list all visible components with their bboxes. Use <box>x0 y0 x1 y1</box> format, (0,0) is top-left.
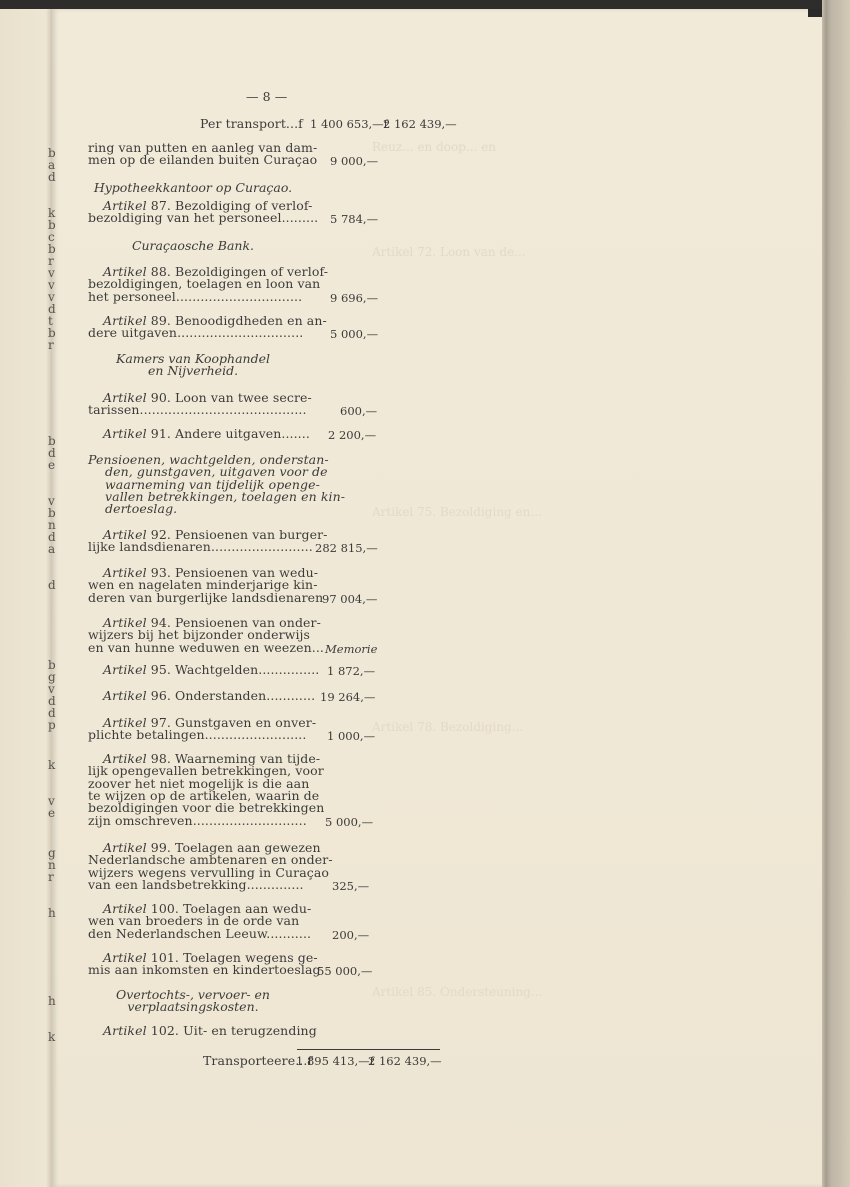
entry-text: bezoldiging van het personeel......... <box>88 210 319 226</box>
bleed-through: Artikel 75. Bezoldiging en... <box>372 505 542 519</box>
section-heading: Curaçaosche Bank. <box>131 238 255 253</box>
entry-line <box>88 540 313 554</box>
margin-letter: d <box>48 530 56 544</box>
entry-amount: 5 000,— <box>330 327 379 342</box>
article-label: Artikel <box>103 715 147 730</box>
article-label: Artikel <box>103 688 147 703</box>
italic-section-line: vallen betrekkingen, toelagen en kin- <box>105 488 346 504</box>
margin-letter: r <box>48 254 54 268</box>
italic-section-line: dertoeslag. <box>105 501 178 517</box>
entry-text: plichte betalingen......................... <box>88 727 307 743</box>
entry-line <box>88 326 303 340</box>
margin-letter: e <box>48 806 56 820</box>
entry-text: 101. Toelagen wegens ge- <box>146 950 318 965</box>
entry-amount: 200,— <box>332 927 370 942</box>
entry-line <box>88 728 306 742</box>
margin-letter: v <box>48 266 55 280</box>
section-heading: Kamers van Koophandel <box>116 351 270 366</box>
entry-text: 88. Bezoldigingen of verlof- <box>146 264 329 279</box>
entry-line <box>88 403 307 417</box>
entry-text: 89. Benoodigdheden en an- <box>146 313 327 328</box>
entry-text: wen van broeders in de orde van <box>88 913 300 929</box>
entry-amount: 97 004,— <box>322 591 378 606</box>
margin-letter: n <box>48 518 56 532</box>
entry-text: 93. Pensioenen van wedu- <box>146 565 319 580</box>
margin-letter: a <box>48 542 56 556</box>
margin-letter: n <box>48 858 56 872</box>
entry-amount: 5 000,— <box>325 814 374 829</box>
entry-amount: 2 200,— <box>328 428 377 442</box>
scanner-top-border <box>0 0 850 9</box>
article-label: Artikel <box>103 950 147 965</box>
entry-line <box>88 878 304 892</box>
transporteere-amount-1: 1 895 413,—f <box>296 1054 374 1068</box>
article-label: Artikel <box>103 751 147 766</box>
dark-corner-tab <box>808 9 822 17</box>
entry-text: 92. Pensioenen van burger- <box>146 527 328 542</box>
entry-line <box>103 689 315 703</box>
entry-text: 98. Waarneming van tijde- <box>146 751 321 766</box>
entry-text: lijke landsdienaren......................... <box>88 539 313 555</box>
margin-letter: b <box>48 658 56 672</box>
margin-letter: d <box>48 302 56 316</box>
section-heading: Hypotheekkantoor op Curaçao. <box>93 180 293 195</box>
margin-letter: h <box>48 906 56 920</box>
entry-text: te wijzen op de artikelen, waarin de <box>88 787 320 803</box>
article-label: Artikel <box>103 901 147 916</box>
margin-letter: d <box>48 694 56 708</box>
entry-amount: 325,— <box>332 878 370 893</box>
article-label: Artikel <box>103 390 147 405</box>
entry-amount: 1 000,— <box>327 729 376 744</box>
transporteere-amount-2: 2 162 439,— <box>368 1054 442 1068</box>
entry-text: tarissen......................................... <box>88 402 307 418</box>
margin-letter: d <box>48 446 56 460</box>
entry-amount: 5 784,— <box>330 212 379 227</box>
margin-letter: d <box>48 706 56 720</box>
entry-text: wijzers bij het bijzonder onderwijs <box>88 627 311 643</box>
section-heading: en Nijverheid. <box>147 363 239 379</box>
bleed-through: Artikel 72. Loon van de... <box>372 245 526 259</box>
section-heading: Overtochts-, vervoer- en <box>116 987 270 1002</box>
margin-letter: d <box>48 170 56 184</box>
entry-amount: 600,— <box>340 404 378 419</box>
margin-letter: t <box>48 314 53 328</box>
entry-text: 96. Onderstanden............ <box>146 688 316 703</box>
margin-letter: p <box>48 718 56 732</box>
entry-text: van een landsbetrekking.............. <box>88 876 304 892</box>
entry-amount: 19 264,— <box>320 690 376 704</box>
entry-line <box>88 591 323 605</box>
margin-letter: v <box>48 290 55 304</box>
entry-amount: 282 815,— <box>315 541 378 556</box>
entry-text: 102. Uit- en terugzending <box>146 1023 317 1038</box>
entry-text: bezoldigingen voor die betrekkingen <box>88 800 325 816</box>
bleed-through: Artikel 78. Bezoldiging... <box>372 720 524 734</box>
entry-text: 95. Wachtgelden............... <box>146 662 320 677</box>
entry-text: men op de eilanden buiten Curaçao <box>88 152 318 168</box>
entry-line <box>88 641 324 655</box>
article-label: Artikel <box>103 426 147 441</box>
entry-text: 91. Andere uitgaven....... <box>146 426 310 441</box>
margin-letter: a <box>48 158 56 172</box>
article-label: Artikel <box>103 313 147 328</box>
margin-letter: b <box>48 434 56 448</box>
entry-amount: Memorie <box>325 641 378 656</box>
margin-letter: k <box>48 1030 56 1044</box>
entry-text: 94. Pensioenen van onder- <box>146 615 321 630</box>
entry-line <box>88 927 311 941</box>
article-label: Artikel <box>103 1023 147 1038</box>
entry-amount: 9 000,— <box>330 154 379 169</box>
article-label: Artikel <box>103 840 147 855</box>
previous-page-edge <box>0 9 52 1187</box>
margin-letter: v <box>48 494 55 508</box>
page-number: — 8 — <box>246 89 288 104</box>
margin-letter: h <box>48 994 56 1008</box>
entry-line <box>88 290 302 304</box>
entry-text: Nederlandsche ambtenaren en onder- <box>88 852 333 868</box>
entry-amount: 9 696,— <box>330 290 379 305</box>
entry-text: den Nederlandschen Leeuw........... <box>88 925 312 941</box>
entry-text: en van hunne weduwen en weezen... <box>88 639 324 655</box>
article-label: Artikel <box>103 662 147 677</box>
entry-text: 97. Gunstgaven en onver- <box>146 715 317 730</box>
margin-letter: b <box>48 218 56 232</box>
entry-text: wen en nagelaten minderjarige kin- <box>88 577 318 593</box>
per-transport-label: Per transport...f <box>200 116 303 131</box>
section-heading: verplaatsingskosten. <box>127 999 259 1015</box>
italic-section-line: Pensioenen, wachtgelden, onderstan- <box>88 452 329 467</box>
per-transport-amount-1: 1 400 653,—f <box>310 117 388 131</box>
entry-text: wijzers wegens vervulling in Curaçao <box>88 864 330 880</box>
margin-letter: e <box>48 458 56 472</box>
article-label: Artikel <box>103 264 147 279</box>
entry-line <box>88 211 318 225</box>
margin-letter: r <box>48 870 54 884</box>
entry-line <box>103 1024 317 1038</box>
entry-text: zijn omschreven............................ <box>88 812 307 828</box>
entry-text: het personeel............................... <box>88 288 303 304</box>
italic-section-line: den, gunstgaven, uitgaven voor de <box>105 464 328 480</box>
margin-letter: k <box>48 206 56 220</box>
entry-line <box>88 963 321 977</box>
page-right-edge <box>822 0 850 1187</box>
bleed-through: Reuz... en doop... en <box>372 140 496 154</box>
entry-line <box>103 427 310 441</box>
entry-line <box>88 153 317 167</box>
entry-text: bezoldigingen, toelagen en loon van <box>88 276 321 292</box>
margin-letter: v <box>48 794 55 808</box>
margin-letter: b <box>48 242 56 256</box>
margin-letter: v <box>48 278 55 292</box>
entry-amount: 1 872,— <box>327 664 376 678</box>
margin-letter: v <box>48 682 55 696</box>
entry-text: lijk opengevallen betrekkingen, voor <box>88 763 324 779</box>
entry-text: 87. Bezoldiging of verlof- <box>146 198 313 213</box>
margin-letter: g <box>48 670 56 684</box>
margin-letter: d <box>48 578 56 592</box>
entry-text: ring van putten en aanleg van dam- <box>88 140 318 155</box>
margin-letter: k <box>48 758 56 772</box>
article-label: Artikel <box>103 615 147 630</box>
total-rule <box>297 1049 440 1050</box>
entry-amount: 55 000,— <box>317 964 373 979</box>
transporteere-label: Transporteere...f <box>203 1053 313 1068</box>
margin-letter: c <box>48 230 55 244</box>
entry-text: zoover het niet mogelijk is die aan <box>88 775 310 791</box>
entry-text: 100. Toelagen aan wedu- <box>146 901 312 916</box>
article-label: Artikel <box>103 527 147 542</box>
margin-letter: r <box>48 338 54 352</box>
entry-line <box>88 814 307 828</box>
entry-text: mis aan inkomsten en kindertoeslag <box>88 962 321 978</box>
entry-text: deren van burgerlijke landsdienaren <box>88 589 324 605</box>
per-transport-amount-2: 2 162 439,— <box>383 117 457 131</box>
bleed-through: Artikel 85. Ondersteuning... <box>372 985 543 999</box>
italic-section-line: waarneming van tijdelijk openge- <box>105 476 320 492</box>
entry-text: 90. Loon van twee secre- <box>146 390 312 405</box>
margin-letter: b <box>48 326 56 340</box>
article-label: Artikel <box>103 565 147 580</box>
entry-text: dere uitgaven............................... <box>88 325 304 341</box>
margin-letter: b <box>48 506 56 520</box>
entry-line <box>103 663 319 677</box>
article-label: Artikel <box>103 198 147 213</box>
margin-letter: b <box>48 146 56 160</box>
margin-letter: g <box>48 846 56 860</box>
entry-text: 99. Toelagen aan gewezen <box>146 840 321 855</box>
